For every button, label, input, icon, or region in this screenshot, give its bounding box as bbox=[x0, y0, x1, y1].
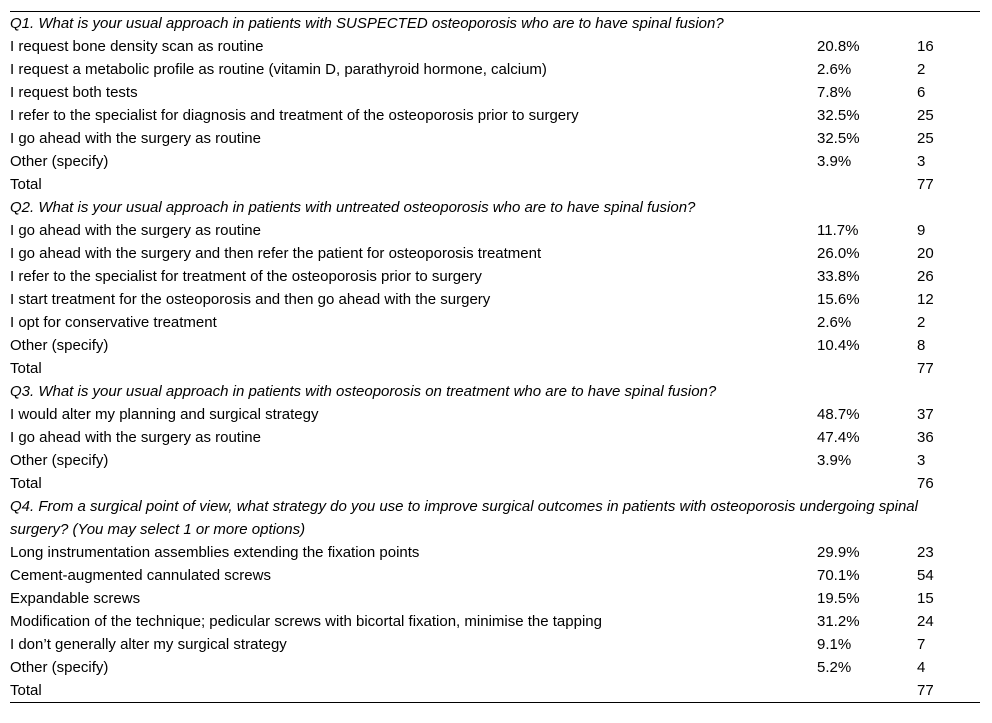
option-row bbox=[10, 35, 980, 58]
option-row bbox=[10, 587, 980, 610]
total-label: Total bbox=[10, 682, 42, 699]
option-percent: 48.7% bbox=[817, 406, 860, 423]
option-row bbox=[10, 426, 980, 449]
option-label: Other (specify) bbox=[10, 337, 109, 354]
option-row bbox=[10, 449, 980, 472]
option-row bbox=[10, 81, 980, 104]
option-percent: 47.4% bbox=[817, 429, 860, 446]
total-label: Total bbox=[10, 176, 42, 193]
option-percent: 3.9% bbox=[817, 153, 852, 170]
option-percent: 9.1% bbox=[817, 636, 852, 653]
total-row bbox=[10, 173, 980, 196]
option-count: 20 bbox=[917, 245, 934, 262]
option-percent: 70.1% bbox=[817, 567, 860, 584]
option-label: I request both tests bbox=[10, 84, 138, 101]
total-label: Total bbox=[10, 360, 42, 377]
option-row bbox=[10, 242, 980, 265]
option-row bbox=[10, 58, 980, 81]
option-row bbox=[10, 633, 980, 656]
option-count: 6 bbox=[917, 84, 926, 101]
option-percent: 32.5% bbox=[817, 130, 860, 147]
option-row bbox=[10, 403, 980, 426]
total-row bbox=[10, 679, 980, 703]
option-label: Expandable screws bbox=[10, 590, 141, 607]
option-count: 2 bbox=[917, 314, 926, 331]
total-percent-empty bbox=[817, 679, 917, 703]
option-count: 4 bbox=[917, 659, 926, 676]
option-percent: 20.8% bbox=[817, 38, 860, 55]
total-count: 76 bbox=[917, 475, 934, 492]
option-percent: 15.6% bbox=[817, 291, 860, 308]
total-row bbox=[10, 357, 980, 380]
option-label: I request a metabolic profile as routine (vitamin D, parathyroid hormone, calcium) bbox=[10, 61, 547, 78]
option-percent: 19.5% bbox=[817, 590, 860, 607]
question-row bbox=[10, 495, 980, 541]
option-row bbox=[10, 334, 980, 357]
question-text: Q3. What is your usual approach in patients with osteoporosis on treatment who are to have spinal fusion? bbox=[10, 383, 717, 400]
total-percent-empty bbox=[817, 472, 917, 495]
total-label: Total bbox=[10, 475, 42, 492]
option-percent: 3.9% bbox=[817, 452, 852, 469]
option-percent: 7.8% bbox=[817, 84, 852, 101]
option-percent: 29.9% bbox=[817, 544, 860, 561]
option-count: 24 bbox=[917, 613, 934, 630]
option-percent: 10.4% bbox=[817, 337, 860, 354]
survey-table bbox=[10, 11, 980, 703]
option-percent: 5.2% bbox=[817, 659, 852, 676]
option-label: Other (specify) bbox=[10, 659, 109, 676]
option-count: 7 bbox=[917, 636, 926, 653]
option-count: 15 bbox=[917, 590, 934, 607]
option-count: 16 bbox=[917, 38, 934, 55]
option-count: 12 bbox=[917, 291, 934, 308]
total-count: 77 bbox=[917, 360, 934, 377]
option-row bbox=[10, 311, 980, 334]
option-count: 2 bbox=[917, 61, 926, 78]
option-count: 25 bbox=[917, 107, 934, 124]
option-label: Other (specify) bbox=[10, 153, 109, 170]
option-label: Long instrumentation assemblies extending the fixation points bbox=[10, 544, 420, 561]
question-row bbox=[10, 12, 980, 36]
question-text: Q1. What is your usual approach in patients with SUSPECTED osteoporosis who are to have spinal fusion? bbox=[10, 15, 724, 32]
option-percent: 2.6% bbox=[817, 314, 852, 331]
question-row bbox=[10, 380, 980, 403]
option-label: I would alter my planning and surgical strategy bbox=[10, 406, 319, 423]
question-text: Q4. From a surgical point of view, what strategy do you use to improve surgical outcomes in patients with osteoporosis undergoing spinal surgery? (You may select 1 or more options) bbox=[10, 498, 918, 538]
total-count: 77 bbox=[917, 682, 934, 699]
option-row bbox=[10, 541, 980, 564]
option-label: I go ahead with the surgery as routine bbox=[10, 429, 261, 446]
option-count: 54 bbox=[917, 567, 934, 584]
option-count: 37 bbox=[917, 406, 934, 423]
option-percent: 2.6% bbox=[817, 61, 852, 78]
option-label: I go ahead with the surgery as routine bbox=[10, 222, 261, 239]
option-percent: 26.0% bbox=[817, 245, 860, 262]
question-text: Q2. What is your usual approach in patients with untreated osteoporosis who are to have spinal fusion? bbox=[10, 199, 696, 216]
option-count: 8 bbox=[917, 337, 926, 354]
option-row bbox=[10, 288, 980, 311]
option-row bbox=[10, 219, 980, 242]
option-percent: 31.2% bbox=[817, 613, 860, 630]
option-row bbox=[10, 265, 980, 288]
total-row bbox=[10, 472, 980, 495]
option-row bbox=[10, 610, 980, 633]
option-label: I go ahead with the surgery as routine bbox=[10, 130, 261, 147]
option-count: 9 bbox=[917, 222, 926, 239]
question-row bbox=[10, 196, 980, 219]
option-percent: 11.7% bbox=[817, 222, 859, 239]
option-count: 26 bbox=[917, 268, 934, 285]
option-label: I refer to the specialist for diagnosis and treatment of the osteoporosis prior to surgery bbox=[10, 107, 579, 124]
option-percent: 33.8% bbox=[817, 268, 860, 285]
option-label: I start treatment for the osteoporosis and then go ahead with the surgery bbox=[10, 291, 491, 308]
option-row bbox=[10, 564, 980, 587]
option-row bbox=[10, 656, 980, 679]
total-percent-empty bbox=[817, 173, 917, 196]
option-label: I request bone density scan as routine bbox=[10, 38, 264, 55]
option-row bbox=[10, 127, 980, 150]
option-label: I go ahead with the surgery and then refer the patient for osteoporosis treatment bbox=[10, 245, 542, 262]
option-row bbox=[10, 104, 980, 127]
option-count: 23 bbox=[917, 544, 934, 561]
option-label: I opt for conservative treatment bbox=[10, 314, 217, 331]
option-label: Other (specify) bbox=[10, 452, 109, 469]
option-row bbox=[10, 150, 980, 173]
option-count: 36 bbox=[917, 429, 934, 446]
option-label: I refer to the specialist for treatment of the osteoporosis prior to surgery bbox=[10, 268, 482, 285]
option-count: 3 bbox=[917, 452, 926, 469]
option-label: I don’t generally alter my surgical strategy bbox=[10, 636, 287, 653]
survey-table-body bbox=[10, 12, 980, 703]
option-count: 3 bbox=[917, 153, 926, 170]
total-count: 77 bbox=[917, 176, 934, 193]
option-label: Modification of the technique; pedicular screws with bicortal fixation, minimise the tapping bbox=[10, 613, 602, 630]
option-percent: 32.5% bbox=[817, 107, 860, 124]
option-label: Cement-augmented cannulated screws bbox=[10, 567, 271, 584]
total-percent-empty bbox=[817, 357, 917, 380]
option-count: 25 bbox=[917, 130, 934, 147]
